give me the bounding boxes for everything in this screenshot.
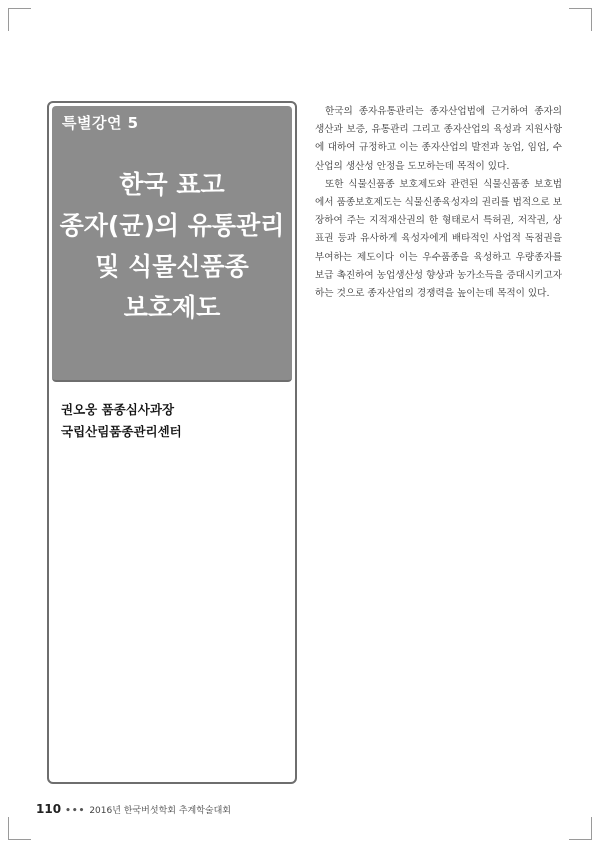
article-title [52, 164, 292, 328]
lecture-panel [47, 101, 297, 784]
author-block [61, 399, 182, 443]
abstract-text [315, 103, 562, 303]
title-line: 종자(균)의 유통관리 [59, 211, 285, 240]
page-footer [36, 798, 231, 817]
lecture-label: 특별강연 5 [62, 114, 139, 132]
paragraph: 또한 식물신품종 보호제도와 관련된 식물신품종 보호법에서 품종보호제도는 식물신종육성자의 권리를 법적으로 보장하여 주는 지적재산권의 한 형태로서 특허권, 저작권, 상표권 등과 유사하게 육성자에게 배타적인 사업적 독점권을 부여하는 제도이다 이는 우수품종을 육성하고 우량종자를 보급 촉진하여 농업생산성 향상과 농가소득을 증대시키고자하는 것으로 종자산업의 경쟁력을 높이는데 목적이 있다. [315, 178, 562, 300]
author-affiliation: 국립산림품종관리센터 [61, 424, 182, 439]
title-line: 한국 표고 [119, 170, 225, 199]
title-line: 및 식물신품종 [95, 252, 249, 281]
title-box [52, 106, 292, 382]
crop-mark-top-left [8, 8, 31, 31]
crop-mark-top-right [569, 8, 592, 31]
conference-name: 2016년 한국버섯학회 추계학술대회 [89, 806, 231, 816]
paragraph: 한국의 종자유통관리는 종자산업법에 근거하여 종자의 생산과 보증, 유통관리 그리고 종자산업의 육성과 지원사항에 대하여 규정하고 이는 종자산업의 발전과 농업, 임업, 수산업의 생산성 안정을 도모하는데 목적이 있다. [315, 106, 562, 172]
footer-dots: ••• [65, 806, 86, 816]
crop-mark-bottom-left [8, 817, 31, 840]
title-line: 보호제도 [123, 293, 221, 322]
crop-mark-bottom-right [569, 817, 592, 840]
author-name-title: 권오웅 품종심사과장 [61, 402, 175, 417]
page-number: 110 [36, 802, 62, 816]
